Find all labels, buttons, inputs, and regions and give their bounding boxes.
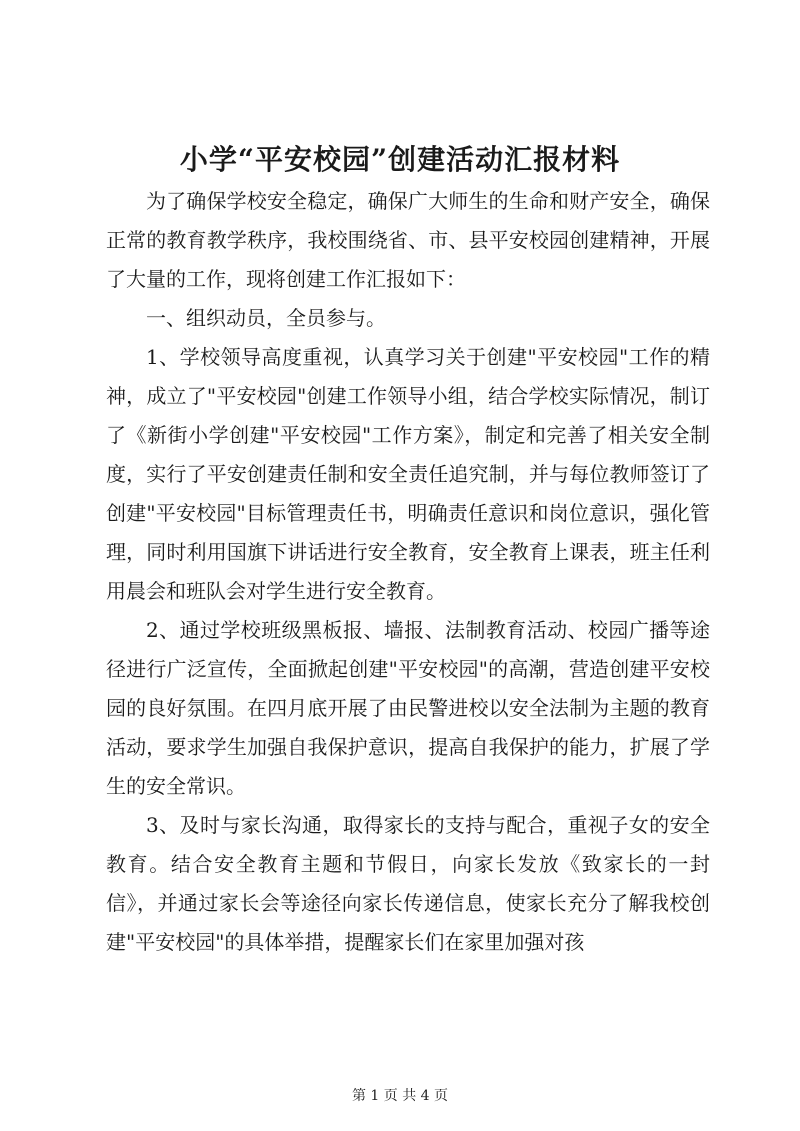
paragraph-section-heading: 一、组织动员，全员参与。 <box>146 306 386 330</box>
paragraph-item-3: 3、及时与家长沟通，取得家长的支持与配合，重视子女的安全教育。结合安全教育主题和节假日，向家长发放《致家长的一封信》，并通过家长会等途径向家长传递信息，使家长充分了解我校创建"平安校园"的具体举措，提醒家长们在家里加强对孩 <box>106 813 710 954</box>
page-footer: 第 1 页 共 4 页 <box>351 1088 449 1104</box>
paragraph-item-2: 2、通过学校班级黑板报、墙报、法制教育活动、校园广播等途径进行广泛宣传，全面掀起创建"平安校园"的高潮，营造创建平安校园的良好氛围。在四月底开展了由民警进校以安全法制为主题的教育活动，要求学生加强自我保护意识，提高自我保护的能力，扩展了学生的安全常识。 <box>106 618 710 798</box>
paragraph-item-1: 1、学校领导高度重视，认真学习关于创建"平安校园"工作的精神，成立了"平安校园"创建工作领导小组，结合学校实际情况，制订了《新街小学创建"平安校园"工作方案》，制定和完善了相关安全制度，实行了平安创建责任制和安全责任追究制，并与每位教师签订了创建"平安校园"目标管理责任书，明确责任意识和岗位意识，强化管理，同时利用国旗下讲话进行安全教育，安全教育上课表，班主任利用晨会和班队会对学生进行安全教育。 <box>106 345 710 603</box>
paragraph-intro: 为了确保学校安全稳定，确保广大师生的生命和财产安全，确保正常的教育教学秩序，我校围绕省、市、县平安校园创建精神，开展了大量的工作，现将创建工作汇报如下： <box>106 189 710 291</box>
document-body <box>106 182 710 962</box>
document-title: 小学“平安校园”创建活动汇报材料 <box>179 143 621 176</box>
